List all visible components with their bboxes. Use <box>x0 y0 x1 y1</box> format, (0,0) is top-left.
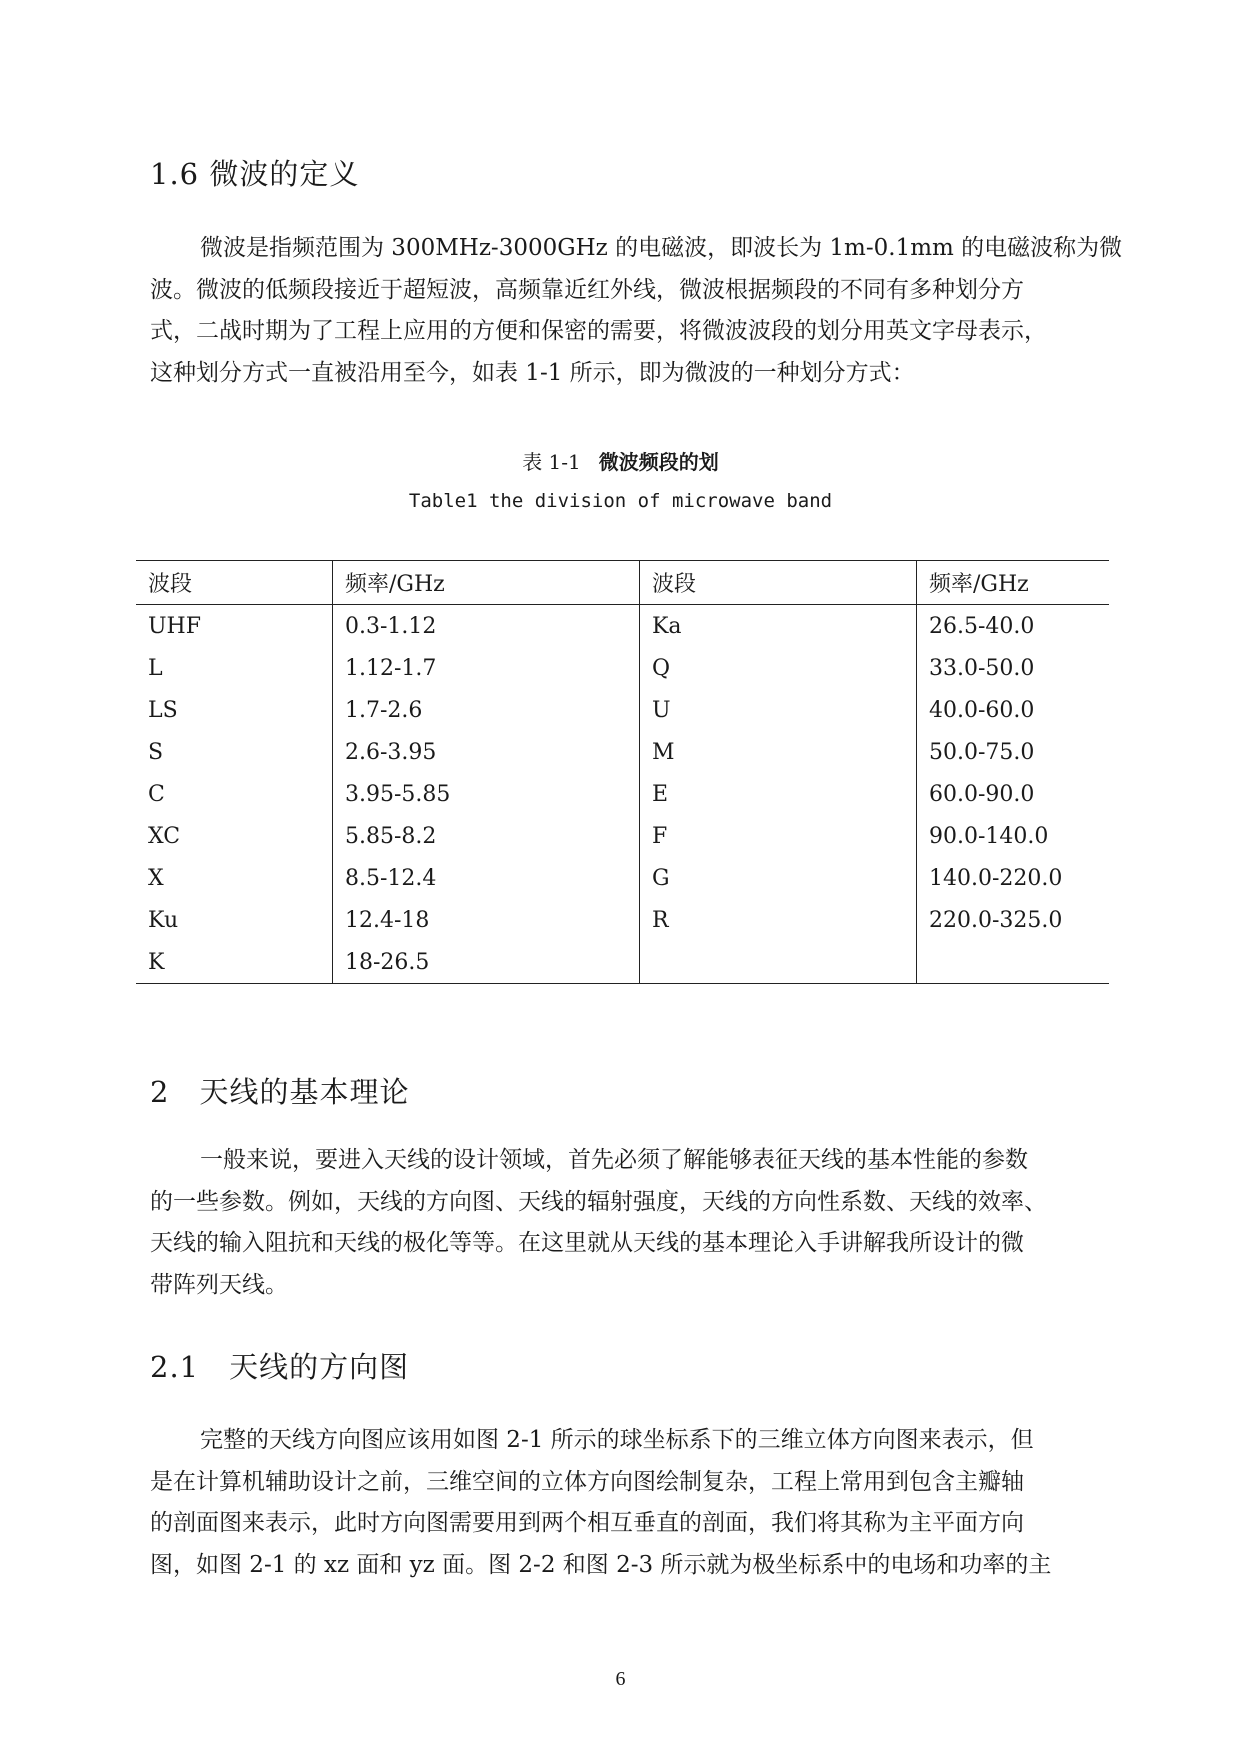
section-heading-2-1: 2.1 天线的方向图 <box>150 1350 410 1384</box>
paragraph-line: 的一些参数。例如，天线的方向图、天线的辐射强度，天线的方向性系数、天线的效率、 <box>150 1188 1047 1215</box>
table-row <box>136 773 1109 815</box>
paragraph-antenna-theory <box>150 1140 1100 1306</box>
cell-frequency: 18-26.5 <box>333 941 640 984</box>
table-row <box>136 689 1109 731</box>
header-band: 波段 <box>136 561 333 605</box>
cell-frequency: 26.5-40.0 <box>917 605 1110 648</box>
cell-band: Ku <box>148 907 179 933</box>
cell-frequency: 0.3-1.12 <box>333 605 640 648</box>
cell-frequency: 3.95-5.85 <box>333 773 640 815</box>
paragraph-radiation-pattern <box>150 1420 1100 1586</box>
table-title-chinese: 微波频段的划 <box>598 450 719 474</box>
paragraph-line: 微波是指频范围为 300MHz-3000GHz 的电磁波，即波长为 1m-0.1mm 的电磁波称为微 <box>200 235 1123 261</box>
cell-frequency <box>917 941 1110 984</box>
header-frequency: 频率/GHz <box>333 561 640 605</box>
cell-band: UHF <box>148 613 201 639</box>
paragraph-line: 图，如图 2-1 的 xz 面和 yz 面。图 2-2 和图 2-3 所示就为极坐标系中的电场和功率的主 <box>150 1551 1052 1578</box>
cell-band: C <box>148 781 165 807</box>
cell-band: R <box>640 899 917 941</box>
cell-band: L <box>148 655 163 681</box>
table-row <box>136 605 1109 648</box>
cell-band: M <box>640 731 917 773</box>
paragraph-line: 是在计算机辅助设计之前，三维空间的立体方向图绘制复杂，工程上常用到包含主瓣轴 <box>150 1468 1024 1495</box>
table-row <box>136 731 1109 773</box>
cell-frequency: 1.7-2.6 <box>333 689 640 731</box>
cell-band: G <box>640 857 917 899</box>
table-caption-chinese <box>0 446 1241 475</box>
cell-frequency: 60.0-90.0 <box>917 773 1110 815</box>
paragraph-line: 天线的输入阻抗和天线的极化等等。在这里就从天线的基本理论入手讲解我所设计的微 <box>150 1230 1024 1256</box>
table-caption-english: Table1 the division of microwave band <box>408 490 833 512</box>
cell-frequency: 40.0-60.0 <box>917 689 1110 731</box>
header-band: 波段 <box>640 561 917 605</box>
cell-band <box>640 941 917 984</box>
cell-band: LS <box>148 697 178 723</box>
page-number: 6 <box>615 1668 626 1690</box>
table-header-row <box>136 561 1109 605</box>
cell-band: K <box>136 941 333 984</box>
cell-frequency: 12.4-18 <box>333 899 640 941</box>
cell-band: XC <box>148 823 181 849</box>
microwave-band-table <box>136 560 1109 984</box>
table-row <box>136 857 1109 899</box>
cell-frequency: 33.0-50.0 <box>917 647 1110 689</box>
cell-band: Ka <box>640 605 917 648</box>
cell-band: X <box>148 865 164 891</box>
paragraph-line: 的剖面图来表示，此时方向图需要用到两个相互垂直的剖面，我们将其称为主平面方向 <box>150 1510 1024 1536</box>
cell-frequency: 140.0-220.0 <box>917 857 1110 899</box>
table-row <box>136 941 1109 984</box>
paragraph-line: 这种划分方式一直被沿用至今，如表 1-1 所示，即为微波的一种划分方式： <box>150 359 915 386</box>
table-row <box>136 899 1109 941</box>
section-heading-2: 2 天线的基本理论 <box>150 1075 410 1109</box>
paragraph-line: 带阵列天线。 <box>150 1271 288 1298</box>
paragraph-line: 一般来说，要进入天线的设计领域，首先必须了解能够表征天线的基本性能的参数 <box>200 1147 1028 1173</box>
header-frequency: 频率/GHz <box>917 561 1110 605</box>
paragraph-microwave-definition <box>150 228 1123 394</box>
cell-frequency: 220.0-325.0 <box>917 899 1110 941</box>
paragraph-line: 波。微波的低频段接近于超短波，高频靠近红外线，微波根据频段的不同有多种划分方 <box>150 276 1024 303</box>
section-heading-1-6: 1.6 微波的定义 <box>150 157 360 191</box>
table-row <box>136 647 1109 689</box>
table-number: 表 1-1 <box>522 450 581 474</box>
cell-frequency: 50.0-75.0 <box>917 731 1110 773</box>
cell-band: U <box>640 689 917 731</box>
cell-frequency: 2.6-3.95 <box>333 731 640 773</box>
paragraph-line: 完整的天线方向图应该用如图 2-1 所示的球坐标系下的三维立体方向图来表示，但 <box>200 1427 1034 1453</box>
paragraph-line: 式，二战时期为了工程上应用的方便和保密的需要，将微波波段的划分用英文字母表示， <box>150 318 1047 344</box>
cell-band: Q <box>640 647 917 689</box>
cell-frequency: 90.0-140.0 <box>917 815 1110 857</box>
cell-frequency: 5.85-8.2 <box>333 815 640 857</box>
cell-frequency: 8.5-12.4 <box>333 857 640 899</box>
cell-frequency: 1.12-1.7 <box>333 647 640 689</box>
cell-band: S <box>148 739 164 765</box>
cell-band: E <box>640 773 917 815</box>
cell-band: F <box>640 815 917 857</box>
table-row <box>136 815 1109 857</box>
